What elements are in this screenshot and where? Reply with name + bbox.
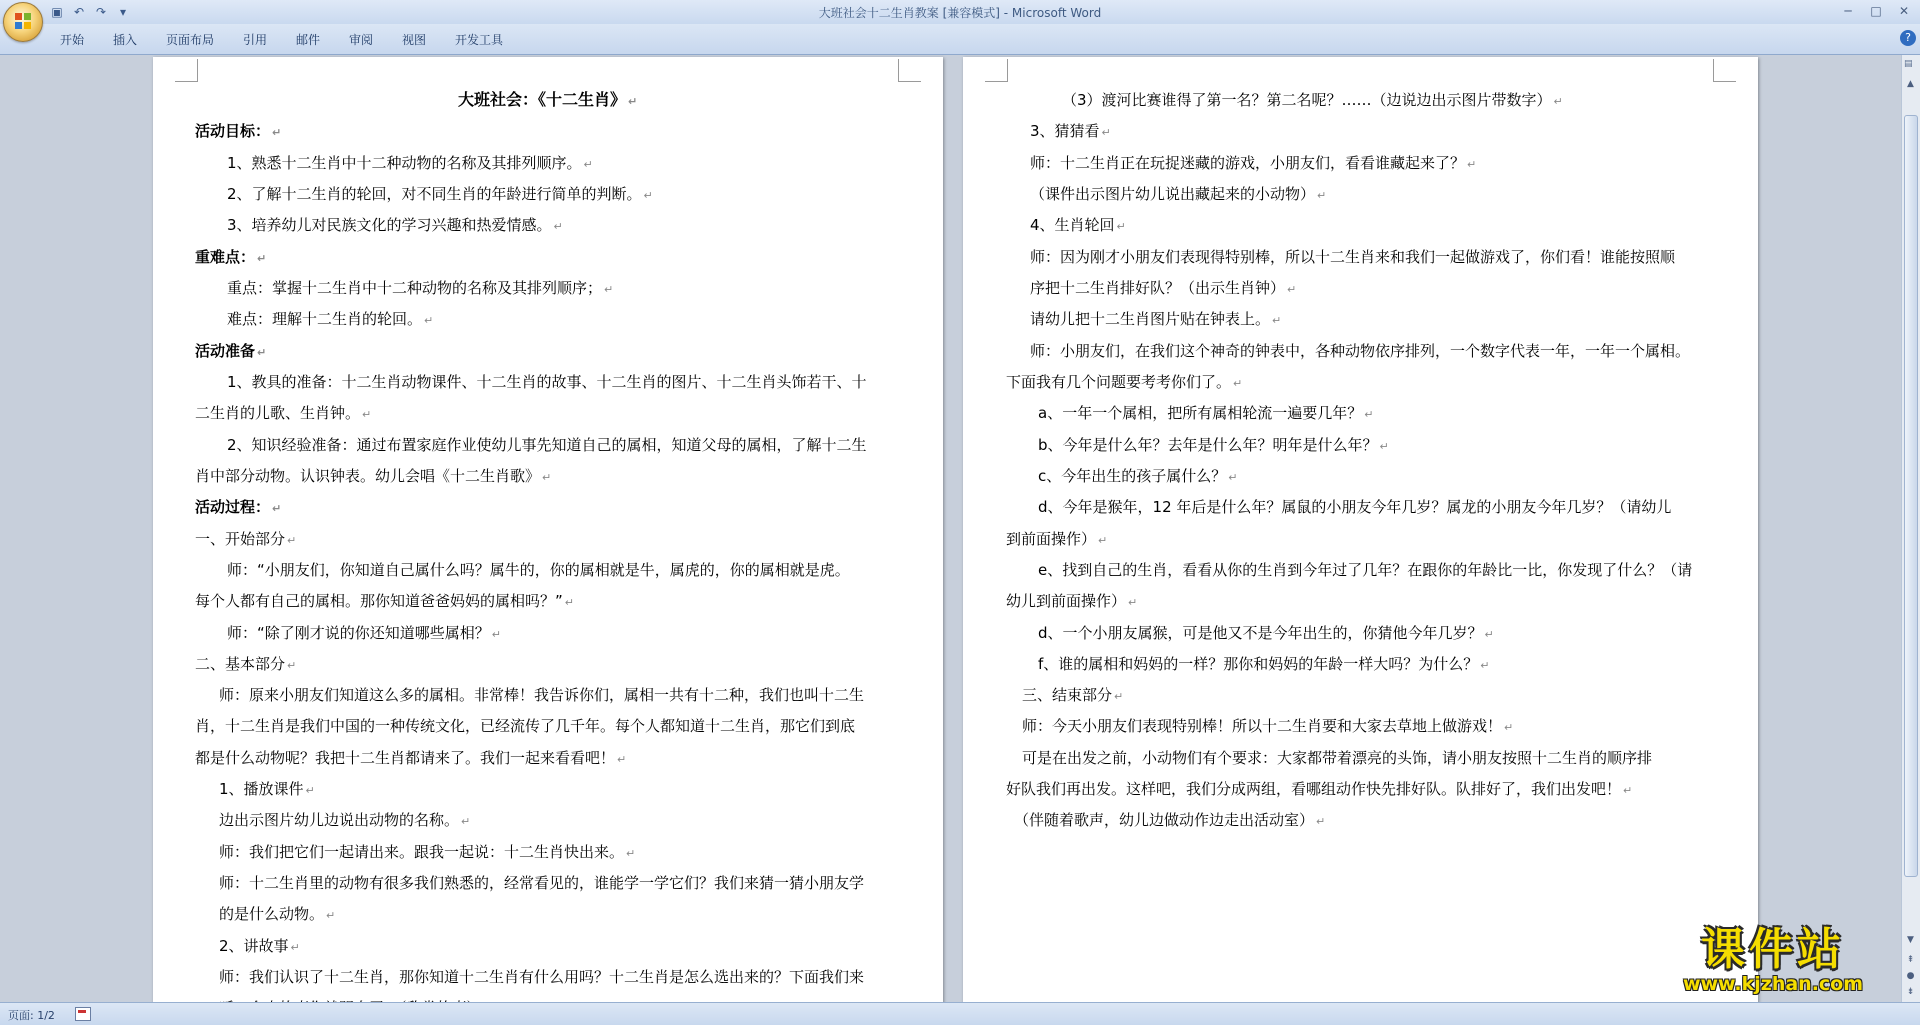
paragraph: 下面我有几个问题要考考你们了。 ↵ <box>1006 372 1242 394</box>
paragraph: 二、基本部分 ↵ <box>195 654 296 676</box>
paragraph: 活动过程： ↵ <box>195 497 281 519</box>
paragraph: 肖中部分动物。认识钟表。幼儿会唱《十二生肖歌》 ↵ <box>195 466 551 488</box>
redo-icon[interactable]: ↷ <box>95 5 107 19</box>
margin-corner-mark <box>898 59 921 82</box>
paragraph: d、今年是猴年，12 年后是什么年？属鼠的小朋友今年几岁？属龙的小朋友今年几岁？（请幼儿 <box>1038 498 1672 516</box>
ruler-toggle-icon[interactable]: ▤ <box>1904 59 1913 69</box>
margin-corner-mark <box>1713 59 1736 82</box>
tab-review[interactable]: 审阅 <box>349 33 374 47</box>
customize-qat-icon[interactable]: ▾ <box>119 5 127 19</box>
margin-corner-mark <box>985 59 1008 82</box>
paragraph: 的是什么动物。 ↵ <box>219 904 335 926</box>
help-icon[interactable]: ? <box>1900 30 1916 46</box>
kjzhan-watermark <box>1648 925 1898 995</box>
paragraph: 活动准备 ↵ <box>195 341 266 363</box>
office-logo-icon <box>14 12 32 30</box>
scroll-down-icon[interactable]: ▼ <box>1907 935 1914 945</box>
paragraph: 活动目标： ↵ <box>195 121 281 143</box>
tab-mailings[interactable]: 邮件 <box>296 33 321 47</box>
paragraph: c、今年出生的孩子属什么？ ↵ <box>1038 466 1237 488</box>
close-icon[interactable]: ✕ <box>1898 4 1910 18</box>
next-page-icon[interactable]: ⇟ <box>1906 987 1915 997</box>
paragraph: 一、开始部分 ↵ <box>195 529 296 551</box>
paragraph: 每个人都有自己的属相。那你知道爸爸妈妈的属相吗？” ↵ <box>195 591 574 613</box>
paragraph: 二生肖的儿歌、生肖钟。 ↵ <box>195 403 371 425</box>
paragraph: 1、播放课件 ↵ <box>219 779 315 801</box>
paragraph: 师：今天小朋友们表现特别棒！所以十二生肖要和大家去草地上做游戏！ ↵ <box>1022 716 1513 738</box>
page-2[interactable] <box>963 57 1758 1017</box>
watermark-url: www.kjzhan.com <box>1682 973 1864 995</box>
paragraph: 2、了解十二生肖的轮回，对不同生肖的年龄进行简单的判断。 ↵ <box>227 184 653 206</box>
tab-view[interactable]: 视图 <box>402 33 427 47</box>
paragraph: 师：“小朋友们，你知道自己属什么吗？属牛的，你的属相就是牛，属虎的，你的属相就是虎。 <box>227 561 850 579</box>
paragraph: 师：我们认识了十二生肖，那你知道十二生肖有什么用吗？十二生肖是怎么选出来的？下面我们来 <box>219 968 865 986</box>
paragraph: 序把十二生肖排好队？（出示生肖钟） ↵ <box>1030 278 1296 300</box>
paragraph: 师：“除了刚才说的你还知道哪些属相？ ↵ <box>227 623 501 645</box>
paragraph: 难点：理解十二生肖的轮回。 ↵ <box>227 309 433 331</box>
paragraph: 重难点： ↵ <box>195 247 266 269</box>
ribbon-tabs <box>0 24 1920 55</box>
scroll-thumb[interactable] <box>1904 115 1918 877</box>
undo-icon[interactable]: ↶ <box>73 5 85 19</box>
paragraph: 2、讲故事 ↵ <box>219 936 300 958</box>
paragraph: 师：我们把它们一起请出来。跟我一起说：十二生肖快出来。 ↵ <box>219 842 635 864</box>
status-bar <box>0 1002 1920 1025</box>
paragraph: f、谁的属相和妈妈的一样？那你和妈妈的年龄一样大吗？为什么？ ↵ <box>1038 654 1490 676</box>
paragraph: 师：十二生肖正在玩捉迷藏的游戏，小朋友们，看看谁藏起来了？ ↵ <box>1030 153 1476 175</box>
proofing-icon[interactable] <box>75 1007 91 1021</box>
paragraph: 3、培养幼儿对民族文化的学习兴趣和热爱情感。 ↵ <box>227 215 563 237</box>
tab-home[interactable]: 开始 <box>60 33 85 47</box>
paragraph: a、一年一个属相，把所有属相轮流一遍要几年？ ↵ <box>1038 403 1373 425</box>
maximize-icon[interactable]: □ <box>1870 4 1882 18</box>
paragraph: 师：因为刚才小朋友们表现得特别棒，所以十二生肖来和我们一起做游戏了，你们看！谁能按照顺 <box>1030 248 1676 266</box>
paragraph: （伴随着歌声，幼儿边做动作边走出活动室） ↵ <box>1014 810 1325 832</box>
paragraph: 2、知识经验准备：通过布置家庭作业使幼儿事先知道自己的属相，知道父母的属相，了解十二生 <box>227 436 867 454</box>
tab-page-layout[interactable]: 页面布局 <box>166 33 215 47</box>
page-1[interactable] <box>153 57 943 1017</box>
tab-references[interactable]: 引用 <box>243 33 268 47</box>
paragraph: 边出示图片幼儿边说出动物的名称。 ↵ <box>219 810 470 832</box>
paragraph: 4、生肖轮回 ↵ <box>1030 215 1126 237</box>
paragraph: 可是在出发之前，小动物们有个要求：大家都带着漂亮的头饰，请小朋友按照十二生肖的顺序排 <box>1022 749 1653 767</box>
paragraph: 到前面操作） ↵ <box>1006 529 1107 551</box>
watermark-name: 课件站 <box>1701 924 1845 975</box>
window-title: 大班社会十二生肖教案 [兼容模式] - Microsoft Word <box>818 6 1102 20</box>
paragraph: （课件出示图片幼儿说出藏起来的小动物） ↵ <box>1030 184 1326 206</box>
select-browse-object-icon[interactable]: ● <box>1906 971 1915 981</box>
page-count[interactable]: 页面: 1/2 <box>8 1009 55 1022</box>
paragraph: 都是什么动物呢？我把十二生肖都请来了。我们一起来看看吧！ ↵ <box>195 748 626 770</box>
previous-page-icon[interactable]: ⇞ <box>1906 955 1915 965</box>
paragraph: 请幼儿把十二生肖图片贴在钟表上。 ↵ <box>1030 309 1281 331</box>
scroll-up-icon[interactable]: ▲ <box>1907 79 1914 89</box>
paragraph: b、今年是什么年？去年是什么年？明年是什么年？ ↵ <box>1038 435 1389 457</box>
vertical-scrollbar[interactable] <box>1901 55 1920 1003</box>
paragraph: （3）渡河比赛谁得了第一名？第二名呢？……（边说边出示图片带数字） ↵ <box>1062 90 1563 112</box>
margin-corner-mark <box>175 59 198 82</box>
paragraph: 肖，十二生肖是我们中国的一种传统文化，已经流传了几千年。每个人都知道十二生肖，那它们到底 <box>195 717 856 735</box>
document-workspace <box>0 55 1902 1003</box>
paragraph: 师：原来小朋友们知道这么多的属相。非常棒！我告诉你们，属相一共有十二种，我们也叫十二生 <box>219 686 865 704</box>
paragraph: 师：小朋友们，在我们这个神奇的钟表中，各种动物依序排列，一个数字代表一年，一年一个属相。 <box>1030 342 1691 360</box>
office-button[interactable] <box>3 2 43 42</box>
title-bar <box>0 0 1920 25</box>
paragraph: 1、熟悉十二生肖中十二种动物的名称及其排列顺序。 ↵ <box>227 153 593 175</box>
save-icon[interactable]: ▣ <box>51 5 63 19</box>
paragraph: 好队我们再出发。这样吧，我们分成两组，看哪组动作快先排好队。队排好了，我们出发吧！ ↵ <box>1006 779 1632 801</box>
paragraph: 幼儿到前面操作） ↵ <box>1006 591 1137 613</box>
paragraph: d、一个小朋友属猴，可是他又不是今年出生的，你猜他今年几岁？ ↵ <box>1038 623 1494 645</box>
paragraph: 1、教具的准备：十二生肖动物课件、十二生肖的故事、十二生肖的图片、十二生肖头饰若干、十 <box>227 373 867 391</box>
paragraph: e、找到自己的生肖，看看从你的生肖到今年过了几年？在跟你的年龄比一比，你发现了什么？（请 <box>1038 561 1693 579</box>
document-title: 大班社会：《十二生肖》 ↵ <box>458 90 637 112</box>
paragraph: 师：十二生肖里的动物有很多我们熟悉的，经常看见的，谁能学一学它们？我们来猜一猜小朋友学 <box>219 874 865 892</box>
paragraph: 3、猜猜看 ↵ <box>1030 121 1111 143</box>
paragraph: 重点：掌握十二生肖中十二种动物的名称及其排列顺序； ↵ <box>227 278 613 300</box>
paragraph: 三、结束部分 ↵ <box>1022 685 1123 707</box>
window-controls <box>1838 2 1914 20</box>
tab-developer[interactable]: 开发工具 <box>455 33 504 47</box>
tab-insert[interactable]: 插入 <box>113 33 138 47</box>
minimize-icon[interactable]: ─ <box>1844 4 1852 18</box>
